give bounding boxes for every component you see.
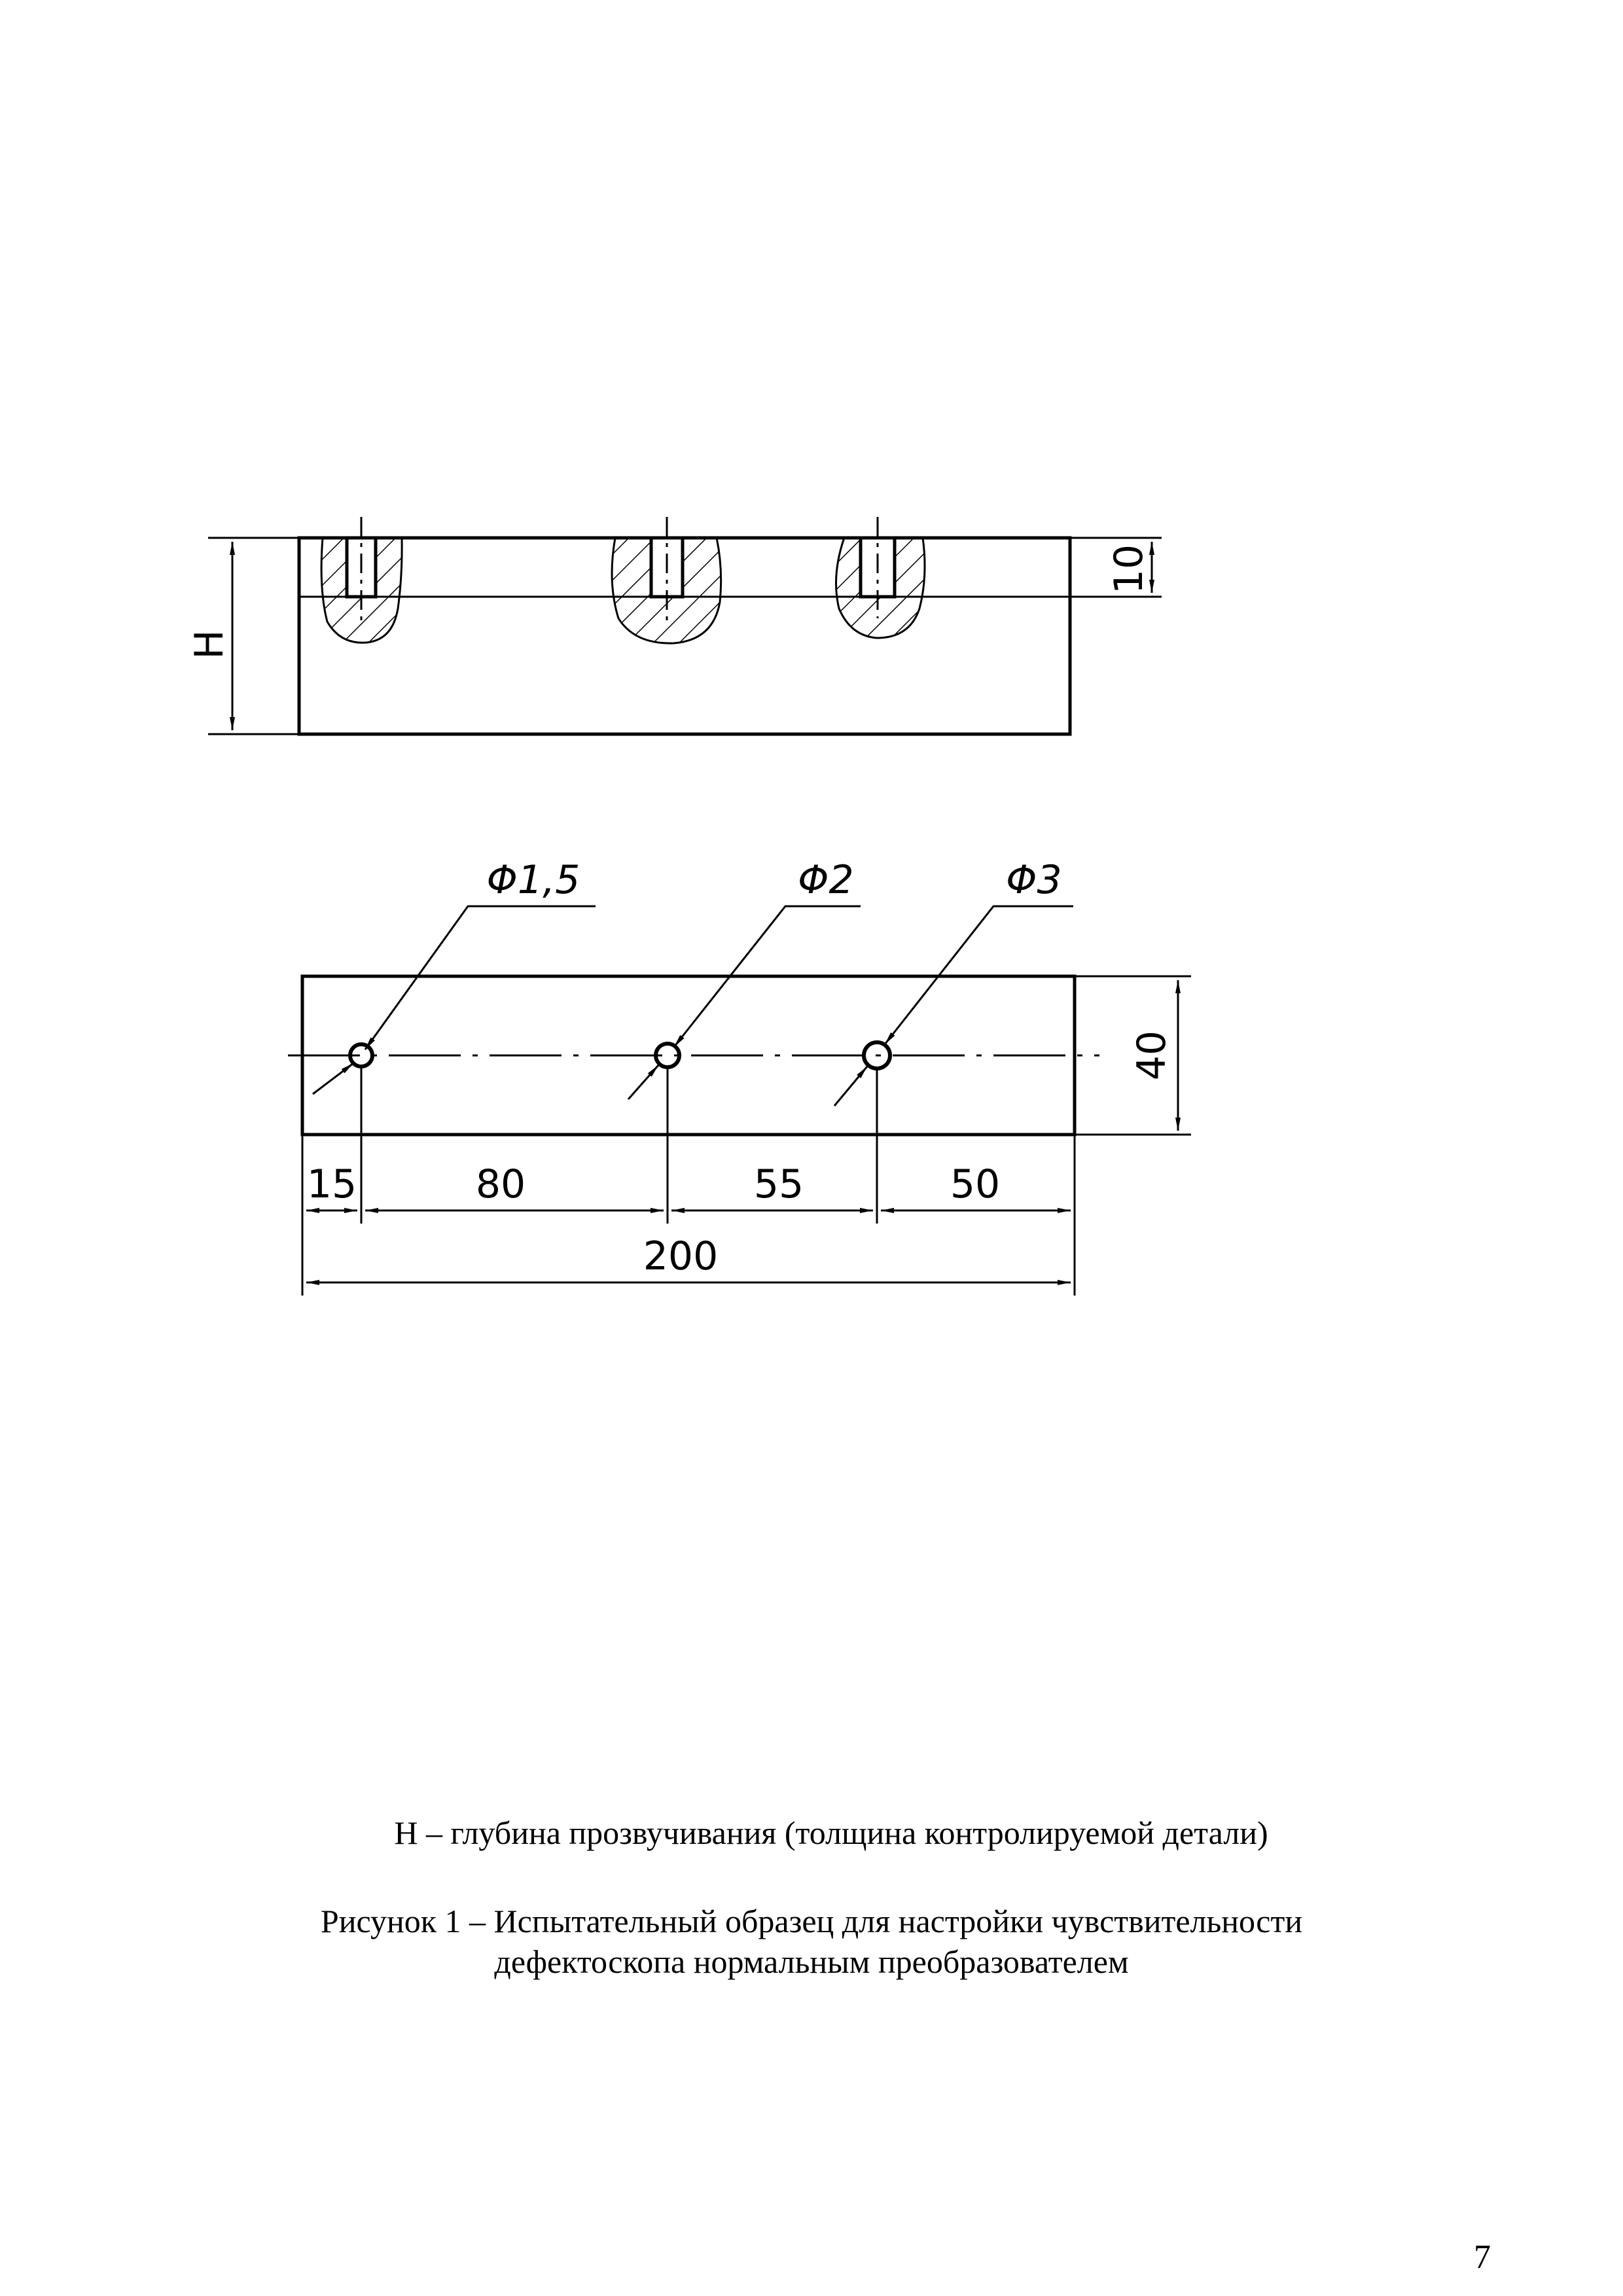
hole-section-1 [321,517,402,643]
spacing-1-label: 15 [306,1161,357,1207]
side-view [208,517,1162,734]
spacing-2-label: 80 [475,1161,526,1207]
hole-3-diameter-label: Φ3 [1006,857,1062,903]
legend-text: H – глубина прозвучивания (толщина контролируемой детали) [394,1814,1268,1851]
thickness-label: H [187,629,232,660]
hole-section-2 [612,517,721,643]
caption-line-2: дефектоскопа нормальным преобразователем [494,1943,1129,1980]
total-length-label: 200 [643,1233,719,1279]
page-number: 7 [1474,2238,1491,2276]
spacing-3-label: 55 [753,1161,804,1207]
width-label: 40 [1129,1030,1175,1081]
top-view [288,906,1191,1296]
figure-caption [0,1901,1623,1982]
hole-2-diameter-label: Φ2 [798,857,854,903]
caption-line-1: Рисунок 1 – Испытательный образец для настройки чувствительности [320,1903,1303,1939]
hole-depth-label: 10 [1106,544,1152,595]
hole-1-diameter-label: Φ1,5 [486,857,580,903]
hole-section-3 [836,517,925,638]
spacing-4-label: 50 [950,1161,1001,1207]
